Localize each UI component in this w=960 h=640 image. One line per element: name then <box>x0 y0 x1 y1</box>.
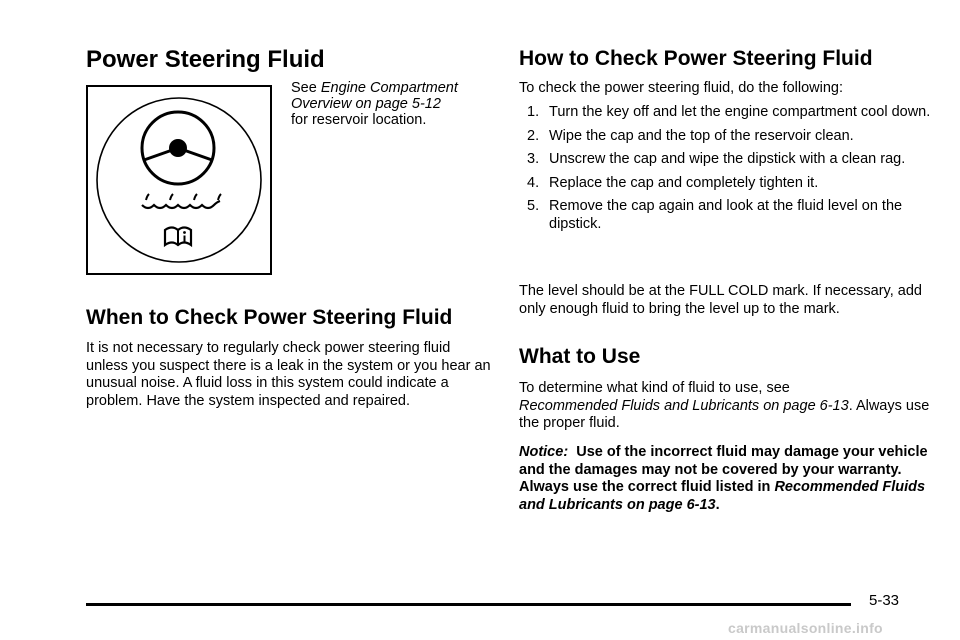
list-item: 3. Unscrew the cap and wipe the dipstick with a clean rag. <box>527 151 906 167</box>
list-item: 4. Replace the cap and completely tighten it. <box>527 174 819 191</box>
watermark: carmanualsonline.info <box>728 620 883 636</box>
recommended-fluids-link[interactable]: Recommended Fluids and Lubricants on page 6-13 <box>519 397 849 414</box>
see-prefix: See <box>291 80 317 96</box>
owners-manual-icon <box>165 228 191 246</box>
how-to-check-heading: How to Check Power Steering Fluid <box>519 47 873 70</box>
notice-block: Notice: Use of the incorrect fluid may damage your vehicle and the damages may not be covered by your warranty. Always use the correct fluid listed in Recommended Fluids and Lubricants on page 6-13. <box>519 444 928 513</box>
footer-divider <box>86 603 851 606</box>
see-reference <box>291 80 501 128</box>
power-steering-cap-figure <box>86 85 272 275</box>
page-title: Power Steering Fluid <box>86 46 325 73</box>
what-to-use-heading: What to Use <box>519 345 641 368</box>
when-to-check-body: It is not necessary to regularly check power steering fluid unless you suspect there is a leak in the system or you hear an unusual noise. A fluid loss in this system could indicate a problem. Have the system inspected and repaired. <box>86 340 491 409</box>
when-to-check-heading: When to Check Power Steering Fluid <box>86 306 453 329</box>
fluid-level-text: The level should be at the FULL COLD mark. If necessary, add only enough fluid to bring the level up to the mark. <box>519 283 922 317</box>
list-item: 2. Wipe the cap and the top of the reservoir clean. <box>527 127 854 144</box>
engine-compartment-link[interactable]: Engine Compartment Overview on page 5-12 <box>291 80 458 112</box>
how-to-check-intro: To check the power steering fluid, do the following: <box>519 80 844 96</box>
power-steering-cap-icon <box>88 87 270 273</box>
notice-text: Use of the incorrect fluid may damage your vehicle and the damages may not be covered by your warranty. Always use the correct fluid listed in <box>519 444 928 495</box>
list-item: 1. Turn the key off and let the engine compartment cool down. <box>527 104 931 120</box>
list-item: 5. Remove the cap again and look at the fluid level on the dipstick. <box>527 198 903 232</box>
what-to-use-body: To determine what kind of fluid to use, see Recommended Fluids and Lubricants on page 6-13. Always use the proper fluid. <box>519 380 930 431</box>
check-steps-list <box>519 104 934 239</box>
see-suffix: for reservoir location. <box>291 112 427 128</box>
page-number: 5-33 <box>869 592 900 609</box>
notice-label: Notice: <box>519 444 569 460</box>
notice-recommended-fluids-link[interactable]: Recommended Fluids and Lubricants on page 6-13 <box>519 479 926 513</box>
